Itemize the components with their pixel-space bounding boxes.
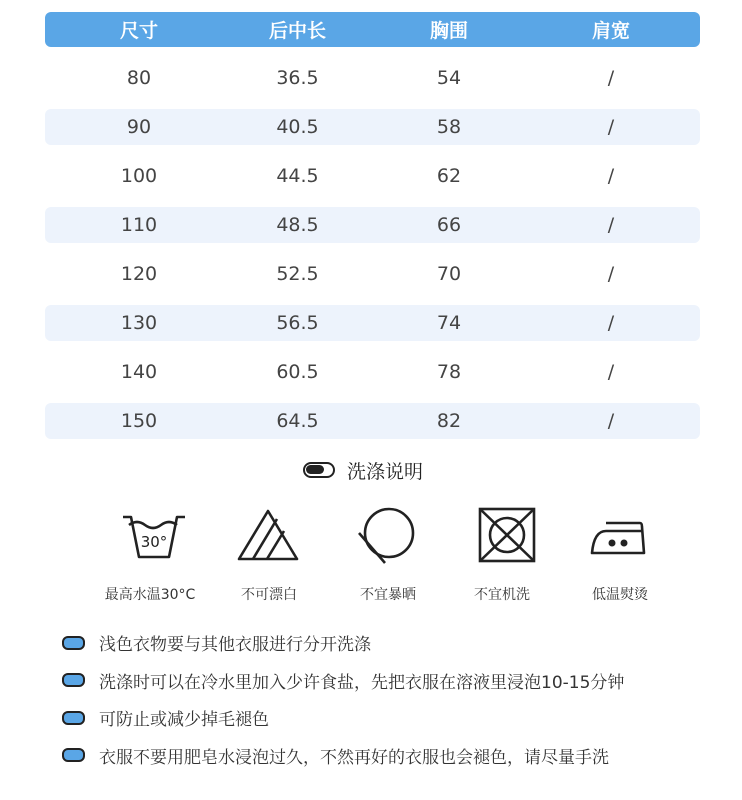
table-row (45, 305, 700, 341)
cell-chest: 54 (436, 67, 462, 89)
wash-temp-text: 30° (140, 533, 168, 551)
cell-chest: 78 (436, 361, 462, 383)
cell-chest: 62 (436, 165, 462, 187)
cell-shoulder: / (607, 361, 615, 383)
no-machine-wash-icon (472, 505, 542, 565)
bullet-icon (62, 636, 85, 650)
table-row (45, 403, 700, 439)
note-text: 衣服不要用肥皂水浸泡过久，不然再好的衣服也会褪色，请尽量手洗 (99, 747, 609, 768)
cell-shoulder: / (607, 67, 615, 89)
note-text: 可防止或减少掉毛褪色 (99, 710, 269, 731)
cell-chest: 82 (436, 410, 462, 432)
table-header (45, 12, 700, 47)
cell-back-length: 36.5 (276, 67, 319, 89)
table-row (45, 256, 700, 292)
cell-back-length: 56.5 (276, 312, 319, 334)
low-iron-icon (586, 505, 656, 565)
bullet-icon (62, 748, 85, 762)
cell-chest: 74 (436, 312, 462, 334)
cell-size: 120 (120, 263, 158, 285)
list-item (62, 624, 624, 662)
cell-chest: 70 (436, 263, 462, 285)
bullet-icon (62, 673, 85, 687)
label-no-machine: 不宜机洗 (474, 587, 530, 603)
note-text: 浅色衣物要与其他衣服进行分开洗涤 (99, 635, 371, 656)
header-chest: 胸围 (429, 20, 468, 42)
list-item (62, 737, 624, 775)
list-item (62, 662, 624, 700)
size-table (45, 12, 700, 439)
cell-size: 110 (120, 214, 158, 236)
cell-shoulder: / (607, 165, 615, 187)
list-item (62, 699, 624, 737)
cell-shoulder: / (607, 263, 615, 285)
cell-back-length: 40.5 (276, 116, 319, 138)
header-back-length: 后中长 (268, 20, 326, 42)
wash-instructions-heading (303, 455, 423, 485)
cell-size: 90 (126, 116, 152, 138)
note-text: 洗涤时可以在冷水里加入少许食盐，先把衣服在溶液里浸泡10-15分钟 (99, 672, 625, 693)
table-row (45, 207, 700, 243)
table-row (45, 354, 700, 390)
wash-30-icon (119, 505, 189, 565)
cell-back-length: 44.5 (276, 165, 319, 187)
label-low-iron: 低温熨烫 (592, 587, 648, 603)
cell-shoulder: / (607, 410, 615, 432)
care-notes (62, 624, 624, 774)
cell-chest: 66 (436, 214, 462, 236)
no-sun-dry-icon (353, 505, 423, 565)
cell-shoulder: / (607, 116, 615, 138)
cell-size: 150 (120, 410, 158, 432)
label-max-temp: 最高水温30°C (104, 587, 196, 603)
bullet-icon (62, 711, 85, 725)
cell-back-length: 60.5 (276, 361, 319, 383)
cell-back-length: 48.5 (276, 214, 319, 236)
label-no-sun: 不宜暴晒 (360, 587, 416, 603)
table-row (45, 60, 700, 96)
cell-back-length: 64.5 (276, 410, 319, 432)
cell-shoulder: / (607, 214, 615, 236)
cell-size: 130 (120, 312, 158, 334)
table-row (45, 158, 700, 194)
wash-title-text: 洗涤说明 (347, 460, 424, 483)
cell-size: 140 (120, 361, 158, 383)
table-row (45, 109, 700, 145)
cell-chest: 58 (436, 116, 462, 138)
cell-back-length: 52.5 (276, 263, 319, 285)
toggle-icon (303, 462, 335, 478)
cell-size: 80 (126, 67, 152, 89)
no-bleach-icon (233, 505, 303, 565)
cell-size: 100 (120, 165, 158, 187)
cell-shoulder: / (607, 312, 615, 334)
label-no-bleach: 不可漂白 (241, 587, 297, 603)
header-size: 尺寸 (119, 20, 158, 42)
header-shoulder: 肩宽 (591, 20, 630, 42)
